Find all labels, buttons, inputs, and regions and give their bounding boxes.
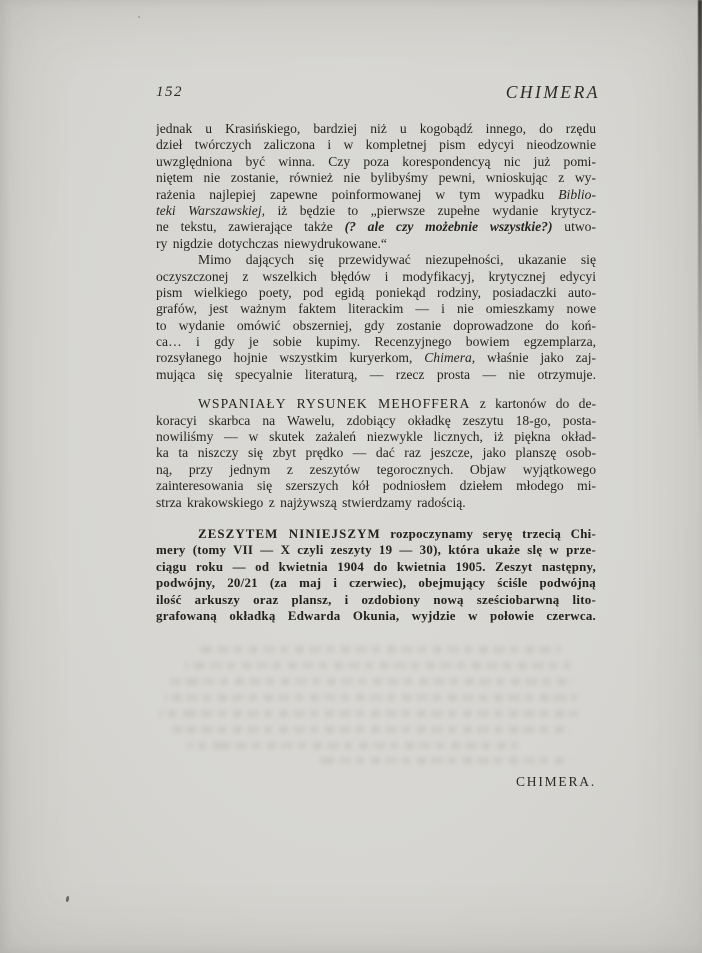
text-line [156,350,596,366]
paragraph-4 [156,526,596,624]
paragraph-1 [156,121,596,252]
text-line [156,396,596,412]
text-line [156,478,596,494]
text-line [156,608,596,624]
text-line [156,285,596,301]
text-line [156,445,596,461]
text-segment: zainteresowania się szerszych kół podniosłem dziełem młodego mi- [156,478,596,494]
text-line [156,301,596,317]
text-line [156,170,596,186]
text-line [156,542,596,558]
text-segment: grafów, jest ważnym faktem literackim — i nie omieszkamy nowe [156,301,596,317]
paragraph-3 [156,396,596,511]
text-line [156,154,596,170]
text-segment: WSPANIAŁY RYSUNEK MEHOFFERA [198,396,471,412]
text-segment: utwo- [552,219,596,235]
showthrough-ghost-line [188,742,518,749]
text-segment: rażenia najlepiej zapewne poinformowanej w tym wypadku [156,186,559,202]
text-segment: ca… i gdy je sobie kupimy. Recenzyjnego bowiem egzemplarza, [156,334,596,350]
text-line [156,203,596,219]
text-segment: ry nigdzie dotychczas niewydrukowane.“ [156,235,387,251]
text-segment: jednak u Krasińskiego, bardziej niż u kogobądź innego, do rzędu [156,121,596,136]
body-text-column [156,121,596,624]
text-segment: ną, przy jednym z zeszytów tegorocznych. Objaw wyjątkowego [156,461,596,477]
text-line [156,462,596,478]
text-segment: niętem nie zostanie, również nie bylibyśmy pewni, wnioskując z wy- [156,170,596,186]
text-segment: teki Warszawskiej, [156,202,265,218]
text-segment: Mimo dających się przewidywać niezupełności, ukazanie się [198,252,596,268]
text-line [156,187,596,203]
showthrough-ghost-line [170,678,572,685]
text-segment: ka ta niszczy się zbyt prędko — dać raz jeszcze, jako planszę osob- [156,445,596,461]
journal-title-header: CHIMERA [505,82,600,102]
text-segment: uwzględniona być winna. Czy poza korespondencyą nic już pomi- [156,153,596,169]
text-line [156,559,596,575]
text-segment: Chimera, [424,350,476,366]
text-line [156,429,596,445]
showthrough-ghost-line [160,710,578,717]
text-line [156,252,596,268]
text-segment: właśnie jako zaj- [475,350,596,366]
text-segment: ilość arkuszy oraz plansz, i ozdobiony nową sześciobarwną lito- [156,592,596,607]
text-segment: (? ale czy możebnie wszystkie?) [344,219,553,235]
text-line [156,495,596,511]
text-segment: iż będzie to „pierwsze zupełne wydanie krytycz- [265,202,596,218]
text-line [156,269,596,285]
paper-speck [65,896,69,902]
text-segment: pism wielkiego poety, pod egidą poniekąd rodziny, posiadaczki auto- [156,284,596,300]
showthrough-ghost-line [185,662,570,669]
text-segment: strza krakowskiego z najżywszą stwierdzamy radością. [156,494,466,510]
text-line [156,526,596,542]
text-segment: to wydanie omówić obszerniej, gdy zostanie doprowadzone do koń- [156,317,596,333]
text-segment: ZESZYTEM NINIEJSZYM [198,526,381,541]
text-line [156,413,596,429]
text-line [156,137,596,153]
text-line [156,592,596,608]
showthrough-ghost-line [172,726,570,733]
text-segment: oczyszczonej z wszelkich błędów i modyfikacyj, krytycznej edycyi [156,268,596,284]
text-segment: Biblio- [558,186,596,202]
text-segment: ne tekstu, zawierające także [156,219,345,235]
running-header [156,82,600,104]
text-line [156,121,596,137]
text-segment: mująca się specyalnie literaturą, — rzecz prosta — nie otrzymuje. [156,366,596,382]
text-segment: z kartonów do de- [470,396,596,412]
text-segment: podwójny, 20/21 (za maj i czerwiec), obejmujący ściśle podwójną [156,576,596,591]
scan-edge-shadow [698,0,702,440]
paper-speck [138,16,140,18]
text-segment: dzieł twórczych zaliczona i w kompletnej pism edycyi nieodzownie [156,137,596,153]
text-line [156,575,596,591]
text-segment: mery (tomy VII — X czyli zeszyty 19 — 30), która ukaże slę w prze- [156,543,596,558]
showthrough-ghost-line [200,646,560,653]
page-number: 152 [156,84,183,100]
text-segment: rozsyłanego hojnie wszystkim kuryerkom, [156,350,425,366]
text-line [156,334,596,350]
text-segment: grafowaną okładką Edwarda Okunia, wyjdzie w połowie czerwca. [156,608,596,623]
text-line [156,318,596,334]
text-segment: rozpoczynamy seryę trzecią Chi- [380,526,596,541]
text-segment: koracyi skarbca na Wawelu, zdobiący okładkę zeszytu 18-go, posta- [156,412,596,428]
text-line [156,236,596,252]
text-line [156,219,596,235]
text-segment: nowiliśmy — w skutek zażaleń niezwykle licznych, iż piękna okład- [156,429,596,445]
paragraph-2 [156,252,596,383]
showthrough-ghost-line [165,694,577,701]
text-segment: ciągu roku — od kwietnia 1904 do kwietnia 1905. Zeszyt następny, [156,559,596,574]
showthrough-ghost-line [320,757,570,764]
text-line [156,367,596,383]
closing-signature: CHIMERA. [515,774,596,789]
